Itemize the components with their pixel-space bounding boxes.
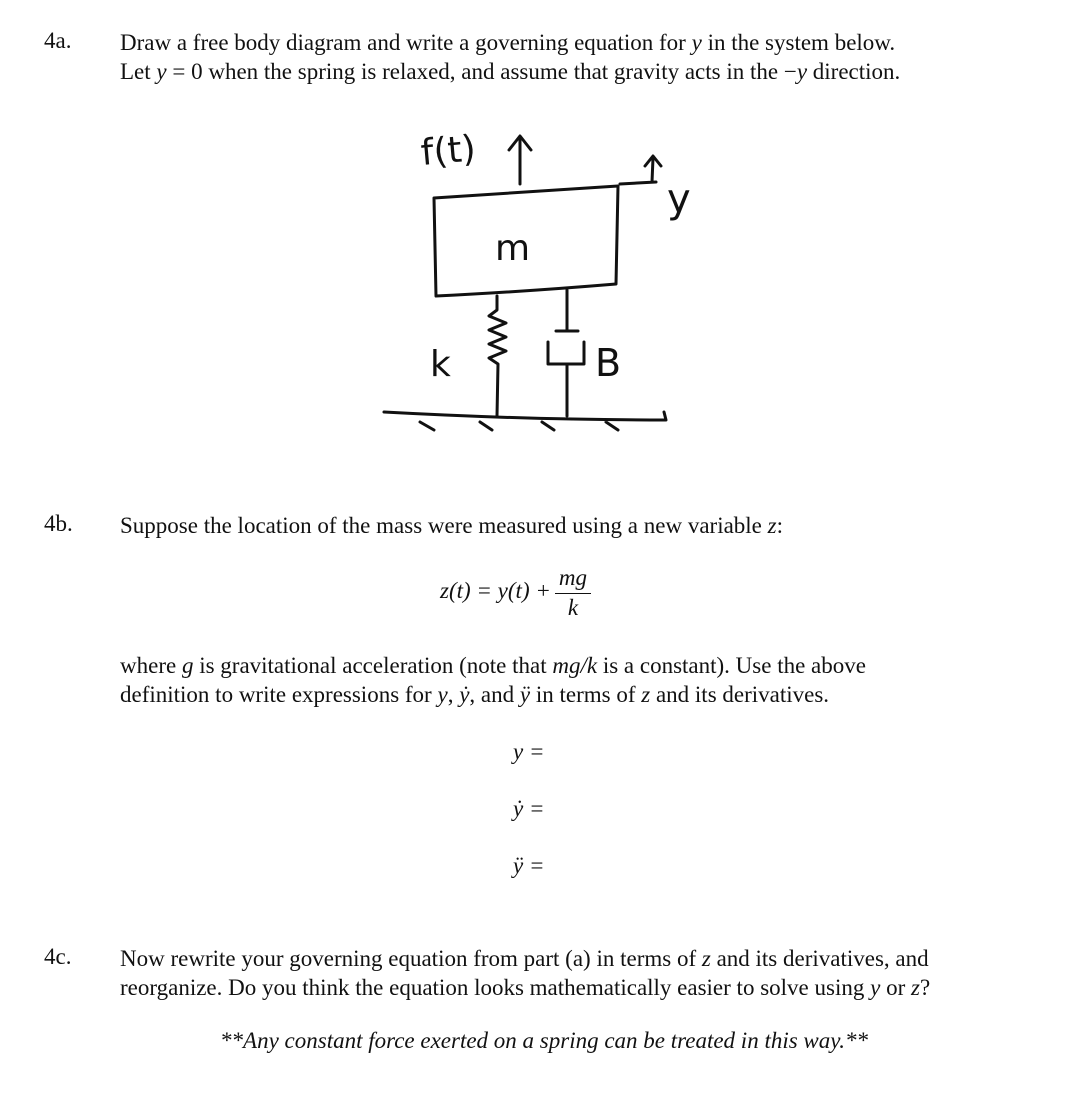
question-4c-line-2: reorganize. Do you think the equation looks mathematically easier to solve using y or z? — [120, 975, 931, 1000]
spring-label: k — [430, 344, 451, 385]
question-4b-line-2: definition to write expressions for y, ẏ, and ÿ in terms of z and its derivatives. — [120, 682, 830, 707]
question-4a-line-1: Draw a free body diagram and write a governing equation for y in the system below. — [120, 30, 896, 55]
z-definition-equation: z(t) = y(t) + $\frac{mg}{k}$ — [440, 563, 591, 622]
spring — [489, 296, 506, 416]
force-arrow — [509, 136, 531, 184]
ground — [384, 412, 666, 430]
blank-y-dot: ẏ = — [513, 796, 545, 821]
footnote: **Any constant force exerted on a spring can be treated in this way.** — [220, 1028, 868, 1053]
question-4b-label: 4b. — [44, 511, 73, 536]
mass-spring-damper-diagram — [370, 120, 700, 440]
blank-y-ddot: ÿ = — [513, 853, 545, 878]
question-4a-text — [120, 28, 1050, 86]
question-4c-label: 4c. — [44, 944, 72, 969]
damper — [548, 290, 584, 416]
force-label: f(t) — [419, 128, 478, 174]
question-4b-line-1: where g is gravitational acceleration (note that mg/k is a constant). Use the above — [120, 653, 866, 678]
mass-label: m — [495, 228, 531, 269]
displacement-arrow — [620, 156, 661, 184]
blank-y: y = — [513, 739, 545, 764]
question-4b-text — [120, 651, 1050, 709]
mg-over-k-fraction: $\frac{mg}{k}$ — [555, 563, 591, 622]
damper-label: B — [595, 341, 622, 385]
question-4a-label: 4a. — [44, 28, 72, 53]
question-4b-intro: Suppose the location of the mass were measured using a new variable z: — [120, 513, 783, 538]
displacement-label: y — [667, 176, 691, 222]
question-4c-text — [120, 944, 1050, 1002]
question-4a-line-2: Let y = 0 when the spring is relaxed, and assume that gravity acts in the −y direction. — [120, 59, 901, 84]
question-4c-line-1: Now rewrite your governing equation from part (a) in terms of z and its derivatives, and — [120, 946, 929, 971]
